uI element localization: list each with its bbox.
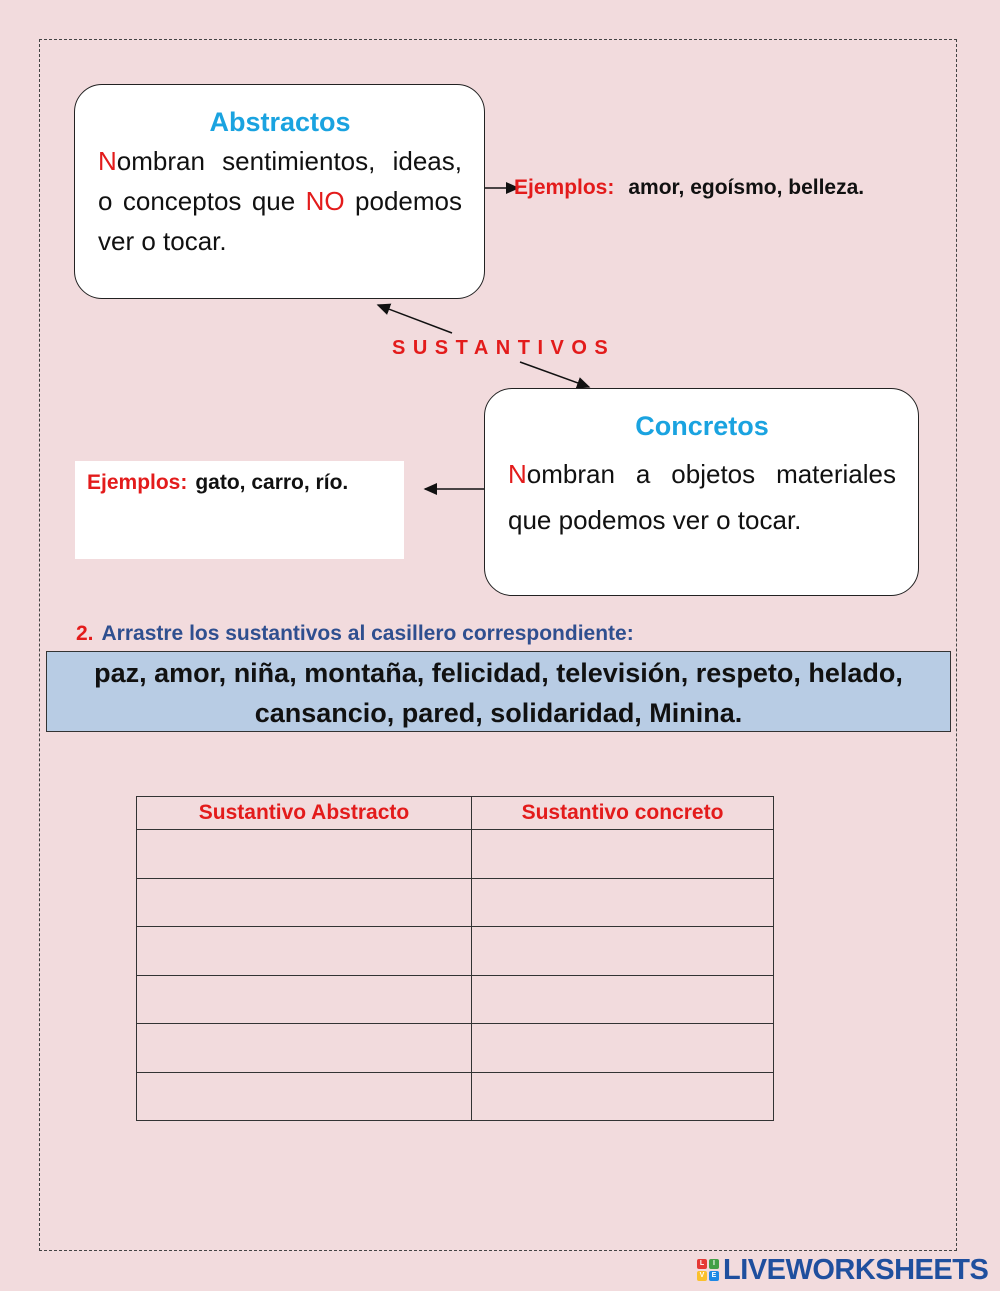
concrete-definition-box <box>484 388 919 596</box>
drop-cell-abstract[interactable] <box>137 1024 472 1073</box>
table-header-row <box>137 797 774 830</box>
arrow-to-abstract-box <box>378 305 452 333</box>
abstract-highlight: NO <box>305 186 345 216</box>
liveworksheets-logo[interactable] <box>697 1255 988 1285</box>
drop-cell-concrete[interactable] <box>472 830 774 879</box>
abstract-definition-box <box>74 84 485 299</box>
table-row <box>137 878 774 927</box>
exercise-instruction-text: Arrastre los sustantivos al casillero correspondiente: <box>101 622 634 645</box>
table-row <box>137 1024 774 1073</box>
abstract-text-1: ombran sentimientos, ideas, o conceptos que <box>98 146 462 216</box>
table-row <box>137 1072 774 1121</box>
drop-cell-concrete[interactable] <box>472 1024 774 1073</box>
center-label: SUSTANTIVOS <box>392 337 616 359</box>
concrete-examples-label: Ejemplos: <box>87 471 188 494</box>
exercise-instruction <box>76 622 634 646</box>
drop-cell-concrete[interactable] <box>472 878 774 927</box>
concrete-examples <box>75 461 404 559</box>
drop-cell-abstract[interactable] <box>137 878 472 927</box>
concrete-examples-text: gato, carro, río. <box>195 471 349 494</box>
concrete-title: Concretos <box>635 411 769 441</box>
drop-cell-abstract[interactable] <box>137 830 472 879</box>
abstract-examples-label: Ejemplos: <box>514 176 615 199</box>
logo-tile-l: L <box>697 1259 707 1269</box>
header-abstract: Sustantivo Abstracto <box>137 797 472 830</box>
drop-cell-concrete[interactable] <box>472 1072 774 1121</box>
table-row <box>137 975 774 1024</box>
abstract-examples-text: amor, egoísmo, belleza. <box>628 176 865 199</box>
drop-cell-abstract[interactable] <box>137 1072 472 1121</box>
header-concrete: Sustantivo concreto <box>472 797 774 830</box>
logo-tile-v: V <box>697 1271 707 1281</box>
concrete-text: ombran a objetos materiales que podemos ver o tocar. <box>508 459 896 535</box>
concrete-definition <box>508 451 896 543</box>
drop-cell-abstract[interactable] <box>137 927 472 976</box>
arrow-to-concrete-box <box>520 362 589 387</box>
drop-cell-concrete[interactable] <box>472 975 774 1024</box>
exercise-number: 2. <box>76 622 94 645</box>
abstract-first-letter: N <box>98 146 117 176</box>
logo-icon <box>697 1259 719 1281</box>
word-bank[interactable] <box>46 651 951 732</box>
logo-tile-e: E <box>709 1271 719 1281</box>
word-bank-line-2: cansancio, pared, solidaridad, Minina. <box>254 698 743 728</box>
logo-tile-i: I <box>709 1259 719 1269</box>
drop-cell-concrete[interactable] <box>472 927 774 976</box>
concrete-first-letter: N <box>508 459 527 489</box>
table-row <box>137 927 774 976</box>
word-bank-line-1: paz, amor, niña, montaña, felicidad, televisión, respeto, helado, <box>94 658 903 688</box>
abstract-definition <box>98 141 462 261</box>
logo-text: LIVEWORKSHEETS <box>723 1253 989 1286</box>
abstract-examples <box>514 176 864 200</box>
answer-table <box>136 796 774 1121</box>
table-row <box>137 830 774 879</box>
abstract-text-2: podemos ver o tocar. <box>98 186 462 256</box>
drop-cell-abstract[interactable] <box>137 975 472 1024</box>
abstract-title: Abstractos <box>209 107 351 137</box>
